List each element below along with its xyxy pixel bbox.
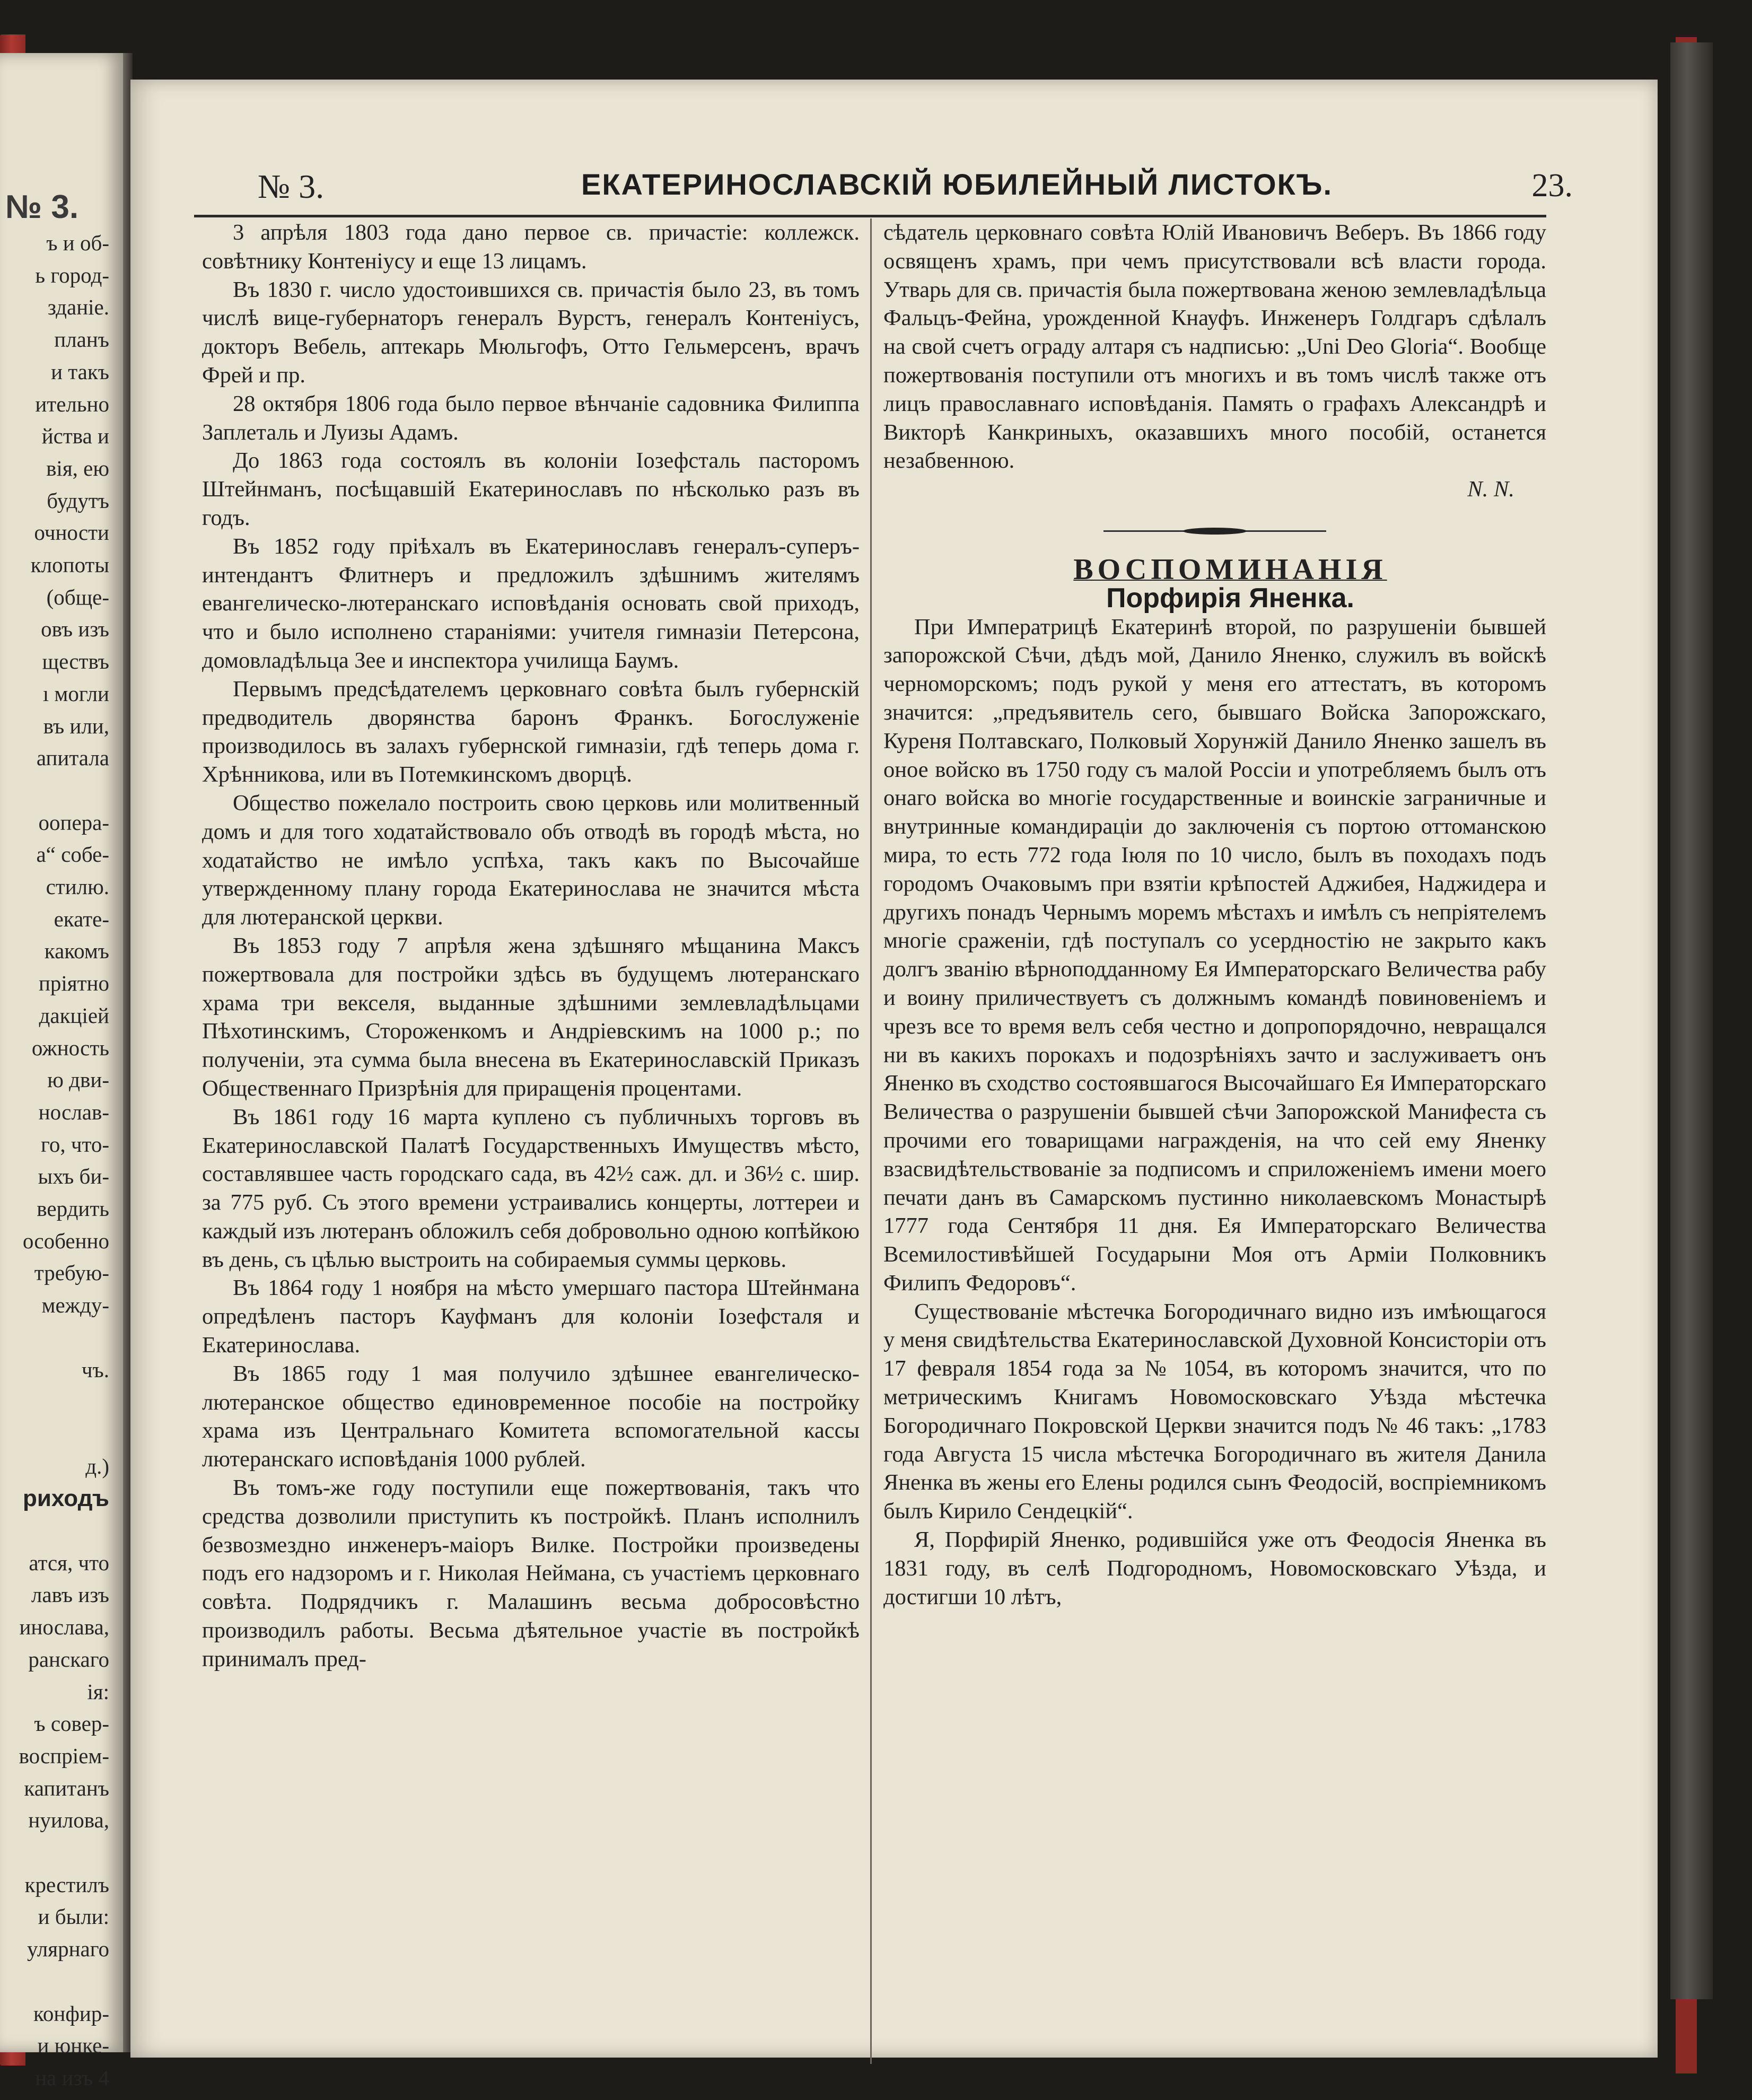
column-rule (870, 218, 872, 2064)
paragraph: Въ 1853 году 7 апрѣля жена здѣшняго мѣщанина Максъ пожертвовала для постройки здѣсь въ будущемъ лютеранскаго храма три векселя, выданные здѣшними землевладѣльцами Пѣхотинскимъ, Стороженкомъ и Андріевскимъ на 1000 р.; по полученіи, эта сумма была внесена въ Екатеринославскій Приказъ Общественнаго Призрѣнія для приращенія процентами. (202, 933, 860, 1101)
article-signature: N. N. (1467, 477, 1514, 502)
paragraph: 3 апрѣля 1803 года дано первое св. причастіе: коллежск. совѣтнику Контеніусу и еще 13 лицамъ. (202, 220, 860, 274)
previous-page-fragment: атся, что (29, 1550, 109, 1575)
book-spine (1670, 42, 1713, 1999)
previous-page-fragment: въ или, (43, 713, 109, 738)
previous-page-fragment: зданіе. (47, 295, 109, 320)
previous-page-fragment: ыхъ би- (38, 1164, 109, 1189)
previous-page-fragment: между- (41, 1293, 109, 1318)
newspaper-page (130, 80, 1658, 2058)
previous-page-fragment: екате- (54, 906, 109, 931)
page-header (194, 167, 1599, 215)
left-column (202, 218, 860, 1674)
paragraph: До 1863 года состоялъ въ колоніи Іозефсталь пасторомъ Штейнманъ, посѣщавшій Екатеринославъ по нѣсколько разъ въ годъ. (202, 448, 860, 530)
previous-page-fragment: инослава, (19, 1615, 109, 1640)
previous-page-fragment: нослав- (38, 1099, 109, 1124)
section-subtitle: Порфирія Яненка. (1106, 582, 1354, 614)
previous-page-fragment: воспріем- (19, 1743, 109, 1768)
previous-page-fragment: вердить (37, 1196, 109, 1221)
previous-page-fragment: ı могли (42, 681, 109, 706)
paragraph: Въ 1865 году 1 мая получило здѣшнее евангелическо-лютеранское общество единовременное пособіе на постройку храма изъ Центральнаго Комитета вспомогательной кассы лютеранскаго исповѣданія 1000 рублей. (202, 1361, 860, 1472)
previous-page-fragment: очности (34, 520, 109, 545)
previous-page-fragment: на изъ 4 (35, 2065, 109, 2090)
paragraph: Въ 1830 г. число удостоившихся св. причастія было 23, въ томъ числѣ вице-губернаторъ генералъ Вурстъ, генералъ Контеніусъ, докторъ Вебель, аптекарь Мюльгофъ, Отто Гельмерсенъ, врачъ Фрей и пр. (202, 277, 860, 388)
previous-page-fragment: вія, ею (46, 456, 109, 480)
paragraph: Въ 1864 году 1 ноября на мѣсто умершаго пастора Штейнмана опредѣленъ пасторъ Кауфманъ для колоніи Іозефсталя и Екатеринослава. (202, 1275, 860, 1358)
paragraph: Общество пожелало построить свою церковь или молитвенный домъ и для того ходатайствовало объ отводѣ въ городѣ мѣста, но ходатайство не имѣло успѣха, такъ какъ по Высочайше утвержденному плану города Екатеринослава не значится мѣста для лютеранской церкви. (202, 790, 860, 930)
previous-page-fragment: лавъ изъ (31, 1582, 109, 1607)
previous-page-fragment: чъ. (81, 1357, 109, 1382)
header-rule (194, 215, 1546, 217)
right-column (883, 218, 1546, 1611)
paragraph: 28 октября 1806 года было первое вѣнчаніе садовника Филиппа Заплеталь и Луизы Адамъ. (202, 391, 860, 445)
previous-page-fragment: оопера- (38, 810, 109, 835)
previous-page-fragment: ительно (35, 391, 109, 416)
previous-page-fragment: ожность (31, 1035, 109, 1060)
previous-page-fragment: дакціей (39, 1003, 109, 1028)
paragraph: Въ томъ-же году поступили еще пожертвованія, такъ что средства дозволили приступить къ постройкѣ. Планъ исполнилъ безвозмездно инженеръ-маіоръ Вилке. Постройки произведены подъ его надзоромъ и г. Николая Неймана, съ участіемъ церковнаго совѣта. Подрядчикъ г. Малашинъ весьма добросовѣстно производилъ работы. Весьма дѣятельное участіе въ постройкѣ принималъ пред- (202, 1475, 860, 1672)
previous-page-fragment: особенно (22, 1228, 109, 1253)
section-title: ВОСПОМИНАНІЯ (1073, 553, 1387, 586)
previous-page-fragment: стилю. (46, 874, 109, 899)
previous-page-fragment: д.) (85, 1454, 109, 1478)
previous-page-fragment: будутъ (47, 488, 109, 513)
previous-page-fragment: го, что- (41, 1132, 109, 1157)
previous-page-fragment: апитала (36, 746, 109, 771)
previous-page-fragment: овъ изъ (41, 617, 109, 642)
paragraph: Первымъ предсѣдателемъ церковнаго совѣта былъ губернскій предводитель дворянства баронъ Франкъ. Богослуженіе производилось въ залахъ губернской гимназіи, гдѣ теперь дома г. Хрѣнникова, или въ Потемкинскомъ дворцѣ. (202, 676, 860, 788)
paragraph: Въ 1852 году пріѣхалъ въ Екатеринославъ генералъ-суперъ-интендантъ Флитнеръ и предложилъ здѣшнимъ жителямъ евангелическо-лютеранскаго исповѣданія основать свой приходъ, что и было исполнено стараніями: учителя гимназіи Петерсона, домовладѣльца Зее и инспектора училища Баумъ. (202, 533, 860, 673)
previous-page-fragment: и были: (38, 1904, 109, 1929)
newspaper-title: ЕКАТЕРИНОСЛАВСКІЙ ЮБИЛЕЙНЫЙ ЛИСТОКЪ. (581, 168, 1333, 201)
previous-page-fragment: капитанъ (24, 1775, 109, 1800)
previous-page-fragment: нуилова, (28, 1808, 109, 1833)
page-number: 23. (1531, 168, 1573, 204)
paragraph: Я, Порфирій Яненко, родившійся уже отъ Феодосія Яненка въ 1831 году, въ селѣ Подгородномъ, Новомосковскаго Уѣзда, и достигши 10 лѣтъ, (883, 1527, 1546, 1609)
previous-page-fragment: йства и (41, 424, 109, 449)
section-divider (1103, 525, 1326, 538)
previous-page-fragment: планъ (54, 327, 109, 352)
previous-page-fragment: ь город- (35, 262, 109, 287)
previous-page-fragment: улярнаго (27, 1937, 109, 1962)
previous-page-fragment: ъ и об- (46, 231, 109, 255)
previous-page (0, 53, 123, 2090)
previous-page-fragment: ранскаго (28, 1647, 109, 1672)
previous-page-fragment: крестилъ (24, 1872, 109, 1897)
previous-page-fragment: ъ совер- (34, 1711, 109, 1736)
previous-page-fragment: требую- (34, 1261, 109, 1285)
previous-page-fragment: и такъ (51, 359, 109, 384)
previous-page-fragment: (обще- (46, 584, 109, 609)
previous-page-fragment: ю дви- (47, 1068, 109, 1092)
previous-page-fragment: пріятно (38, 971, 109, 996)
previous-page-fragment: и юнке- (37, 2033, 109, 2058)
previous-page-fragment: а“ собе- (36, 842, 109, 867)
previous-page-fragment: клопоты (30, 553, 109, 577)
issue-number: № 3. (258, 168, 325, 205)
previous-page-fragment: риходъ (22, 1485, 109, 1512)
previous-page-number: № 3. (5, 189, 79, 225)
previous-page-fragment: ществъ (42, 649, 109, 674)
previous-page-fragment: какомъ (44, 939, 109, 964)
paragraph: Въ 1861 году 16 марта куплено съ публичныхъ торговъ въ Екатеринославской Палатѣ Государственныхъ Имуществъ мѣсто, составлявшее часть городскаго сада, въ 42½ саж. дл. и 36½ с. шир. за 775 руб. Съ этого времени устраивались концерты, лоттереи и каждый изъ лютеранъ обложилъ себя добровольно одною копѣйкою въ день, съ цѣлью выстроить на собираемыя суммы церковь. (202, 1104, 860, 1272)
paragraph: При Императрицѣ Екатеринѣ второй, по разрушеніи бывшей запорожской Сѣчи, дѣдъ мой, Данило Яненко, служилъ въ войскѣ черноморскомъ; подъ рукой у меня его аттестатъ, въ которомъ значится: „предъявитель сего, бывшаго Войска Запорожскаго, Куреня Полтавскаго, Полковый Хорунжій Данило Яненко зашелъ въ оное войско въ 1750 году съ малой Россіи и употребляемъ былъ отъ онаго войска во многіе государственные и воинскіе заграничные и внутринные командираціи до заключенія съ портою оттоманскою мира, то есть 772 года Іюля по 10 число, былъ въ походахъ подъ городомъ Очаковымъ при взятіи крѣпостей Аджибея, Наджидера и другихъ понадъ Чернымъ моремъ мѣстахъ и имѣлъ съ непріятелемъ многіе сраженіи, гдѣ поступалъ со усердностію не закрыто какъ долгъ званію вѣрноподданному Ея Императорскаго Величества рабу и воину приличествуетъ съ должнымъ командѣ повиновеніемъ и чрезъ все то время велъ себя честно и допропорядочно, невращался ни въ какихъ порокахъ и подозрѣніяхъ зачто и заслуживаетъ онъ Яненко въ сходство состоявшагося Высочайшаго Ея Императорскаго Величества о разрушеніи бывшей сѣчи Запорожской Манифеста съ прочими его товарищами награжденія, на что сей ему Яненку взасвидѣтельствованіе за подписомъ и сприложеніемъ имени моего печати данъ въ Самарскомъ пустинно николаевскомъ Монастырѣ 1777 года Сентября 11 дня. Ея Императорскаго Величества Всемилостивѣйшей Государыни Моя отъ Арміи Полковникъ Филипъ Федоровъ“. (883, 614, 1546, 1296)
paragraph: Существованіе мѣстечка Богородичнаго видно изъ имѣющагося у меня свидѣтельства Екатеринославской Духовной Консисторіи отъ 17 февраля 1854 года за № 1054, въ которомъ значится, что по метрическимъ Книгамъ Новомосковскаго Уѣзда мѣстечка Богородичнаго Покровской Церкви значится подъ № 46 такъ: „1783 года Августа 15 числа мѣстечка Богородичнаго въ жителя Данила Яненка въ жены его Елены родился сынъ Феодосій, воспріемникомъ былъ Кирило Сендецкій“. (883, 1299, 1546, 1524)
previous-page-fragment: ія: (87, 1679, 109, 1704)
paragraph-continuation: сѣдатель церковнаго совѣта Юлій Ивановичъ Веберъ. Въ 1866 году освященъ храмъ, при чемъ присутствовали всѣ власти города. Утварь для св. причастія была пожертвована женою землевладѣльца Фальцъ-Фейна, урожденной Кнауфъ. Инженеръ Голдгаръ сдѣлалъ на свой счетъ ограду алтаря съ надписью: „Uni Deo Gloria“. Вообще пожертвованія поступили отъ многихъ и въ томъ числѣ также отъ лицъ православнаго исповѣданія. Память о графахъ Александрѣ и Викторѣ Канкриныхъ, оказавшихъ много пособій, останется незабвенною. (883, 220, 1546, 474)
previous-page-fragment: конфир- (33, 2001, 109, 2026)
